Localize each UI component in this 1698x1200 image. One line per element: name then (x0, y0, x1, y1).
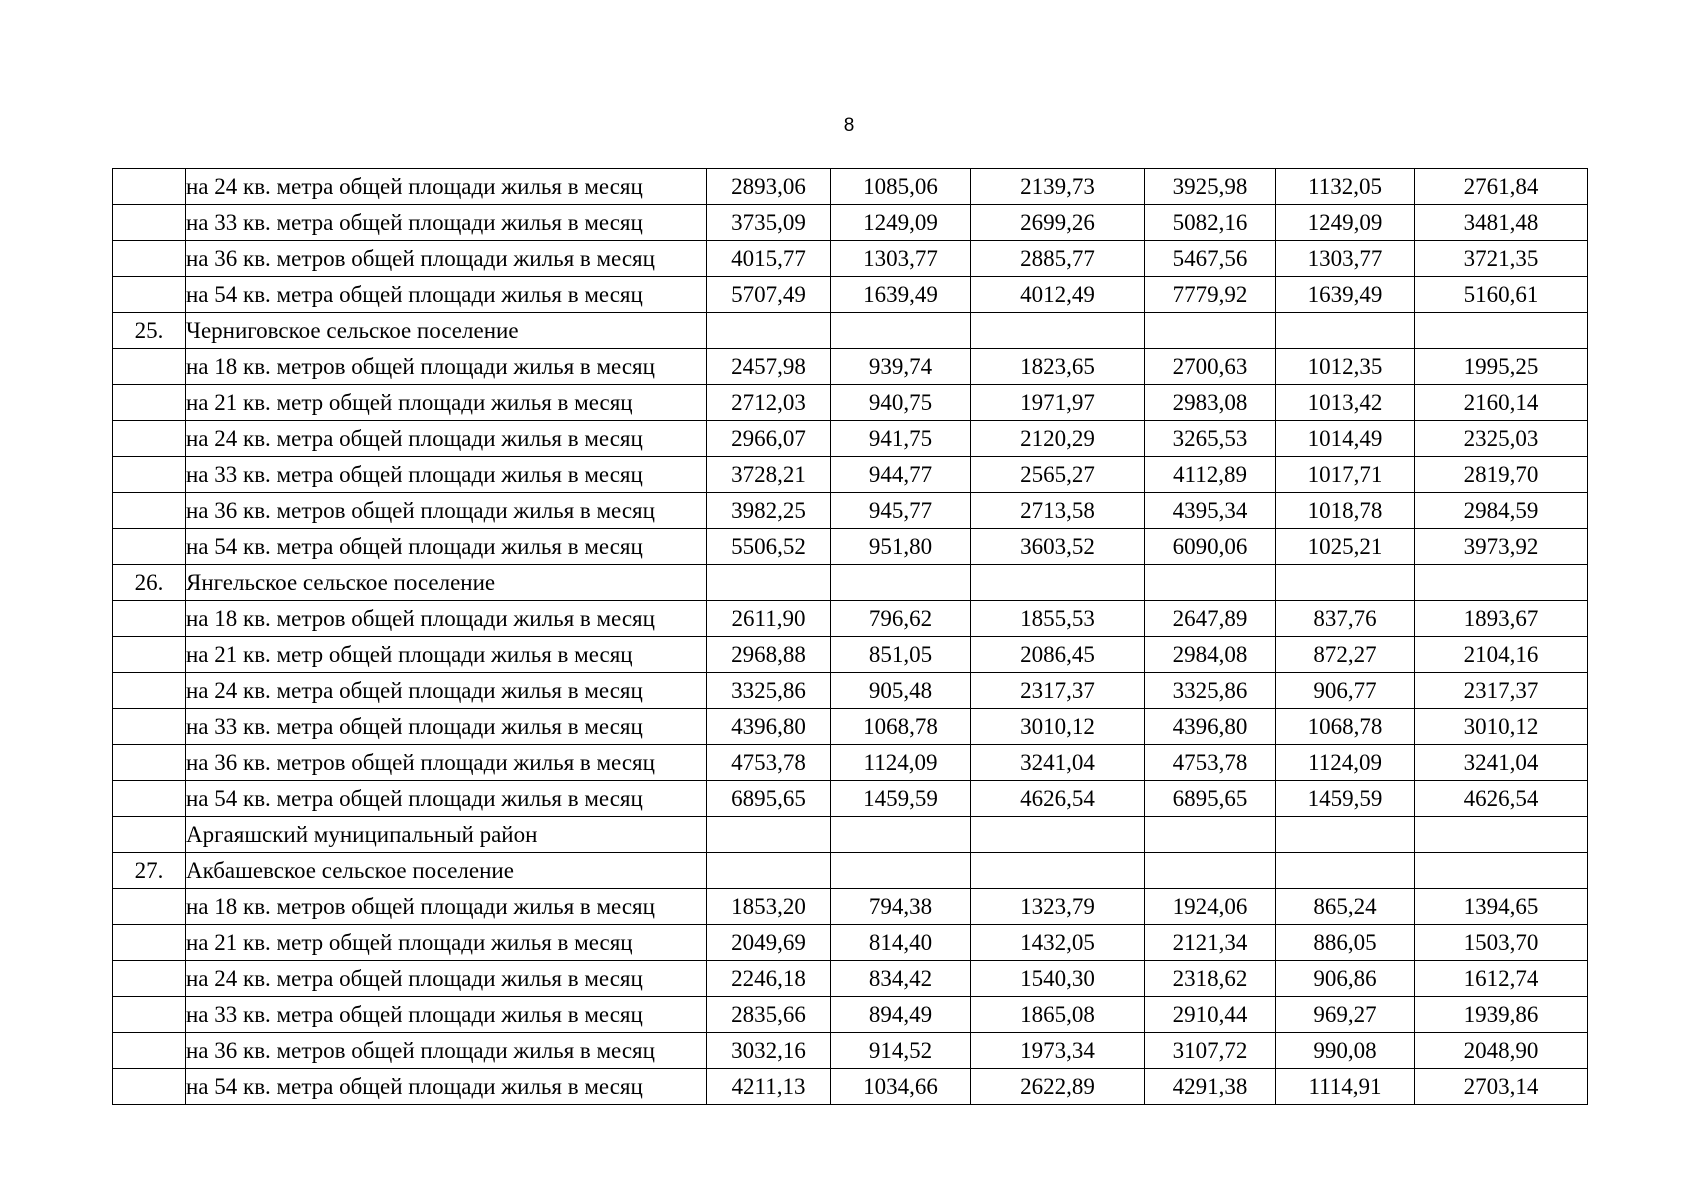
value-cell-1: 1853,20 (707, 889, 831, 925)
value-cell-5: 906,86 (1276, 961, 1415, 997)
value-cell-5: 969,27 (1276, 997, 1415, 1033)
table-row (113, 673, 1588, 709)
value-cell-6: 2104,16 (1415, 637, 1588, 673)
row-number-cell (113, 601, 186, 637)
value-cell-3 (971, 313, 1145, 349)
value-cell-4: 7779,92 (1145, 277, 1276, 313)
table-row (113, 817, 1588, 853)
value-cell-2: 905,48 (831, 673, 971, 709)
value-cell-3: 1540,30 (971, 961, 1145, 997)
value-cell-5: 1459,59 (1276, 781, 1415, 817)
value-cell-5 (1276, 853, 1415, 889)
value-cell-3: 2317,37 (971, 673, 1145, 709)
value-cell-2 (831, 565, 971, 601)
value-cell-3 (971, 817, 1145, 853)
row-number-cell (113, 817, 186, 853)
row-label-cell: на 54 кв. метра общей площади жилья в месяц (186, 529, 707, 565)
value-cell-1: 3982,25 (707, 493, 831, 529)
value-cell-6: 2703,14 (1415, 1069, 1588, 1105)
row-number-cell (113, 1069, 186, 1105)
row-label-cell: Акбашевское сельское поселение (186, 853, 707, 889)
value-cell-6: 2819,70 (1415, 457, 1588, 493)
value-cell-6 (1415, 565, 1588, 601)
table-row (113, 457, 1588, 493)
value-cell-1: 4396,80 (707, 709, 831, 745)
value-cell-2: 1034,66 (831, 1069, 971, 1105)
row-label-cell: на 36 кв. метров общей площади жилья в месяц (186, 493, 707, 529)
row-label-cell: на 21 кв. метр общей площади жилья в месяц (186, 385, 707, 421)
value-cell-3: 2086,45 (971, 637, 1145, 673)
value-cell-6: 2325,03 (1415, 421, 1588, 457)
value-cell-5: 1014,49 (1276, 421, 1415, 457)
value-cell-1: 2049,69 (707, 925, 831, 961)
value-cell-3: 1823,65 (971, 349, 1145, 385)
value-cell-1: 3735,09 (707, 205, 831, 241)
value-cell-1: 2893,06 (707, 169, 831, 205)
value-cell-4: 3265,53 (1145, 421, 1276, 457)
value-cell-6: 2317,37 (1415, 673, 1588, 709)
value-cell-4: 3925,98 (1145, 169, 1276, 205)
table-row (113, 961, 1588, 997)
value-cell-1: 2457,98 (707, 349, 831, 385)
value-cell-4: 2318,62 (1145, 961, 1276, 997)
value-cell-1 (707, 565, 831, 601)
value-cell-1: 2968,88 (707, 637, 831, 673)
row-label-cell: на 24 кв. метра общей площади жилья в месяц (186, 169, 707, 205)
table-row (113, 421, 1588, 457)
value-cell-5: 1249,09 (1276, 205, 1415, 241)
value-cell-6: 3481,48 (1415, 205, 1588, 241)
value-cell-4: 2910,44 (1145, 997, 1276, 1033)
value-cell-6: 2160,14 (1415, 385, 1588, 421)
value-cell-3: 3241,04 (971, 745, 1145, 781)
table-row (113, 277, 1588, 313)
value-cell-3 (971, 853, 1145, 889)
value-cell-4: 1924,06 (1145, 889, 1276, 925)
value-cell-1 (707, 853, 831, 889)
value-cell-6: 1995,25 (1415, 349, 1588, 385)
value-cell-2: 944,77 (831, 457, 971, 493)
value-cell-4: 4396,80 (1145, 709, 1276, 745)
row-number-cell (113, 277, 186, 313)
value-cell-5: 1124,09 (1276, 745, 1415, 781)
row-label-cell: Аргаяшский муниципальный район (186, 817, 707, 853)
value-cell-2: 894,49 (831, 997, 971, 1033)
value-cell-6: 2984,59 (1415, 493, 1588, 529)
table-row (113, 853, 1588, 889)
row-number-cell: 26. (113, 565, 186, 601)
table-row (113, 313, 1588, 349)
value-cell-4: 6090,06 (1145, 529, 1276, 565)
row-number-cell (113, 493, 186, 529)
value-cell-5: 886,05 (1276, 925, 1415, 961)
value-cell-6: 2048,90 (1415, 1033, 1588, 1069)
value-cell-2: 945,77 (831, 493, 971, 529)
row-number-cell (113, 781, 186, 817)
value-cell-4: 6895,65 (1145, 781, 1276, 817)
value-cell-1: 3325,86 (707, 673, 831, 709)
value-cell-5: 1013,42 (1276, 385, 1415, 421)
value-cell-6: 4626,54 (1415, 781, 1588, 817)
value-cell-3: 2713,58 (971, 493, 1145, 529)
value-cell-4: 2647,89 (1145, 601, 1276, 637)
value-cell-2: 851,05 (831, 637, 971, 673)
value-cell-5 (1276, 313, 1415, 349)
value-cell-3: 2885,77 (971, 241, 1145, 277)
table-row (113, 745, 1588, 781)
value-cell-4: 2984,08 (1145, 637, 1276, 673)
value-cell-6: 1503,70 (1415, 925, 1588, 961)
value-cell-3: 1432,05 (971, 925, 1145, 961)
value-cell-6: 3721,35 (1415, 241, 1588, 277)
table-row (113, 781, 1588, 817)
table-row (113, 565, 1588, 601)
value-cell-4: 2121,34 (1145, 925, 1276, 961)
value-cell-5: 1639,49 (1276, 277, 1415, 313)
value-cell-1: 6895,65 (707, 781, 831, 817)
row-label-cell: на 24 кв. метра общей площади жилья в месяц (186, 673, 707, 709)
value-cell-3: 1855,53 (971, 601, 1145, 637)
row-number-cell (113, 457, 186, 493)
value-cell-1: 5707,49 (707, 277, 831, 313)
page-number: 8 (843, 115, 855, 136)
row-number-cell (113, 997, 186, 1033)
value-cell-3: 4626,54 (971, 781, 1145, 817)
row-number-cell (113, 1033, 186, 1069)
value-cell-5: 1114,91 (1276, 1069, 1415, 1105)
value-cell-6: 1394,65 (1415, 889, 1588, 925)
row-number-cell (113, 241, 186, 277)
row-number-cell (113, 349, 186, 385)
value-cell-3: 2120,29 (971, 421, 1145, 457)
row-number-cell (113, 421, 186, 457)
row-label-cell: на 24 кв. метра общей площади жилья в месяц (186, 421, 707, 457)
value-cell-3: 2622,89 (971, 1069, 1145, 1105)
row-label-cell: на 33 кв. метра общей площади жилья в месяц (186, 205, 707, 241)
row-label-cell: на 21 кв. метр общей площади жилья в месяц (186, 637, 707, 673)
row-number-cell (113, 385, 186, 421)
value-cell-5: 1303,77 (1276, 241, 1415, 277)
row-label-cell: на 36 кв. метров общей площади жилья в месяц (186, 745, 707, 781)
value-cell-2: 1249,09 (831, 205, 971, 241)
value-cell-2: 814,40 (831, 925, 971, 961)
row-label-cell: Янгельское сельское поселение (186, 565, 707, 601)
table-row (113, 709, 1588, 745)
value-cell-4 (1145, 853, 1276, 889)
value-cell-5: 1018,78 (1276, 493, 1415, 529)
row-label-cell: на 54 кв. метра общей площади жилья в месяц (186, 781, 707, 817)
row-label-cell: на 54 кв. метра общей площади жилья в месяц (186, 277, 707, 313)
value-cell-6: 3973,92 (1415, 529, 1588, 565)
value-cell-5: 837,76 (1276, 601, 1415, 637)
value-cell-1: 3032,16 (707, 1033, 831, 1069)
value-cell-5: 872,27 (1276, 637, 1415, 673)
value-cell-2: 1124,09 (831, 745, 971, 781)
value-cell-4: 3325,86 (1145, 673, 1276, 709)
table-row (113, 205, 1588, 241)
row-label-cell: на 33 кв. метра общей площади жилья в месяц (186, 997, 707, 1033)
value-cell-2: 1303,77 (831, 241, 971, 277)
value-cell-2: 914,52 (831, 1033, 971, 1069)
value-cell-4 (1145, 565, 1276, 601)
value-cell-2 (831, 817, 971, 853)
row-label-cell: на 54 кв. метра общей площади жилья в месяц (186, 1069, 707, 1105)
value-cell-1: 5506,52 (707, 529, 831, 565)
row-label-cell: на 18 кв. метров общей площади жилья в месяц (186, 601, 707, 637)
value-cell-4: 2700,63 (1145, 349, 1276, 385)
value-cell-1: 2246,18 (707, 961, 831, 997)
row-label-cell: на 33 кв. метра общей площади жилья в месяц (186, 457, 707, 493)
row-label-cell: Черниговское сельское поселение (186, 313, 707, 349)
value-cell-3 (971, 565, 1145, 601)
row-label-cell: на 24 кв. метра общей площади жилья в месяц (186, 961, 707, 997)
row-label-cell: на 36 кв. метров общей площади жилья в месяц (186, 1033, 707, 1069)
value-cell-6 (1415, 313, 1588, 349)
value-cell-4 (1145, 313, 1276, 349)
value-cell-2: 796,62 (831, 601, 971, 637)
value-cell-2: 1068,78 (831, 709, 971, 745)
value-cell-5: 1017,71 (1276, 457, 1415, 493)
row-number-cell (113, 925, 186, 961)
value-cell-4: 4753,78 (1145, 745, 1276, 781)
value-cell-3: 2699,26 (971, 205, 1145, 241)
value-cell-1: 4211,13 (707, 1069, 831, 1105)
table-row (113, 169, 1588, 205)
value-cell-1: 4015,77 (707, 241, 831, 277)
value-cell-2: 941,75 (831, 421, 971, 457)
value-cell-6: 1893,67 (1415, 601, 1588, 637)
value-cell-5 (1276, 565, 1415, 601)
table-row (113, 1033, 1588, 1069)
value-cell-3: 4012,49 (971, 277, 1145, 313)
value-cell-4: 4291,38 (1145, 1069, 1276, 1105)
row-number-cell (113, 205, 186, 241)
table-row (113, 1069, 1588, 1105)
value-cell-1: 2966,07 (707, 421, 831, 457)
value-cell-2 (831, 313, 971, 349)
value-cell-1: 4753,78 (707, 745, 831, 781)
value-cell-2: 1459,59 (831, 781, 971, 817)
value-cell-5: 990,08 (1276, 1033, 1415, 1069)
value-cell-6: 1612,74 (1415, 961, 1588, 997)
table-row (113, 637, 1588, 673)
value-cell-2: 951,80 (831, 529, 971, 565)
row-label-cell: на 33 кв. метра общей площади жилья в месяц (186, 709, 707, 745)
row-label-cell: на 18 кв. метров общей площади жилья в месяц (186, 349, 707, 385)
table-row (113, 997, 1588, 1033)
tariff-table (112, 168, 1588, 1105)
table-row (113, 529, 1588, 565)
value-cell-4 (1145, 817, 1276, 853)
value-cell-5: 1012,35 (1276, 349, 1415, 385)
row-label-cell: на 36 кв. метров общей площади жилья в месяц (186, 241, 707, 277)
value-cell-1: 3728,21 (707, 457, 831, 493)
table-body (113, 169, 1588, 1105)
value-cell-6: 3241,04 (1415, 745, 1588, 781)
value-cell-3: 1971,97 (971, 385, 1145, 421)
row-number-cell (113, 169, 186, 205)
row-number-cell (113, 673, 186, 709)
value-cell-6 (1415, 817, 1588, 853)
value-cell-2 (831, 853, 971, 889)
value-cell-1 (707, 313, 831, 349)
value-cell-2: 794,38 (831, 889, 971, 925)
table-row (113, 385, 1588, 421)
value-cell-3: 2565,27 (971, 457, 1145, 493)
row-label-cell: на 18 кв. метров общей площади жилья в месяц (186, 889, 707, 925)
table-row (113, 349, 1588, 385)
value-cell-3: 1973,34 (971, 1033, 1145, 1069)
value-cell-1 (707, 817, 831, 853)
row-label-cell: на 21 кв. метр общей площади жилья в месяц (186, 925, 707, 961)
value-cell-4: 4395,34 (1145, 493, 1276, 529)
value-cell-4: 5082,16 (1145, 205, 1276, 241)
value-cell-6: 5160,61 (1415, 277, 1588, 313)
value-cell-5: 865,24 (1276, 889, 1415, 925)
value-cell-3: 3603,52 (971, 529, 1145, 565)
row-number-cell (113, 709, 186, 745)
value-cell-1: 2712,03 (707, 385, 831, 421)
value-cell-5: 1068,78 (1276, 709, 1415, 745)
table-row (113, 889, 1588, 925)
value-cell-5: 906,77 (1276, 673, 1415, 709)
value-cell-3: 3010,12 (971, 709, 1145, 745)
value-cell-5: 1025,21 (1276, 529, 1415, 565)
row-number-cell (113, 637, 186, 673)
value-cell-3: 1323,79 (971, 889, 1145, 925)
value-cell-2: 1639,49 (831, 277, 971, 313)
value-cell-6: 1939,86 (1415, 997, 1588, 1033)
value-cell-4: 4112,89 (1145, 457, 1276, 493)
value-cell-1: 2611,90 (707, 601, 831, 637)
value-cell-4: 3107,72 (1145, 1033, 1276, 1069)
value-cell-4: 2983,08 (1145, 385, 1276, 421)
value-cell-6: 3010,12 (1415, 709, 1588, 745)
value-cell-2: 1085,06 (831, 169, 971, 205)
value-cell-2: 834,42 (831, 961, 971, 997)
value-cell-3: 1865,08 (971, 997, 1145, 1033)
value-cell-5: 1132,05 (1276, 169, 1415, 205)
row-number-cell: 25. (113, 313, 186, 349)
row-number-cell (113, 529, 186, 565)
row-number-cell: 27. (113, 853, 186, 889)
table-row (113, 601, 1588, 637)
value-cell-5 (1276, 817, 1415, 853)
value-cell-2: 939,74 (831, 349, 971, 385)
table-row (113, 925, 1588, 961)
value-cell-3: 2139,73 (971, 169, 1145, 205)
table-row (113, 493, 1588, 529)
value-cell-6 (1415, 853, 1588, 889)
row-number-cell (113, 889, 186, 925)
table-row (113, 241, 1588, 277)
row-number-cell (113, 745, 186, 781)
value-cell-4: 5467,56 (1145, 241, 1276, 277)
value-cell-2: 940,75 (831, 385, 971, 421)
value-cell-1: 2835,66 (707, 997, 831, 1033)
value-cell-6: 2761,84 (1415, 169, 1588, 205)
row-number-cell (113, 961, 186, 997)
